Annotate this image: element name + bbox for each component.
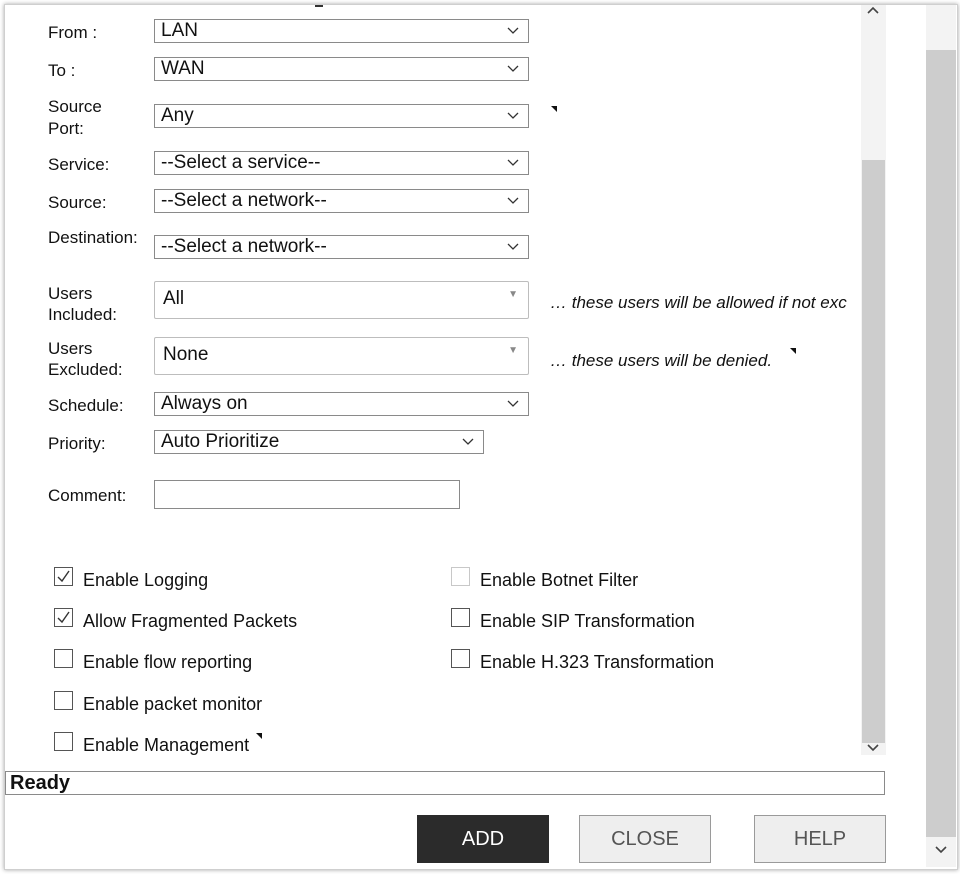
form-scrollbar-thumb[interactable] xyxy=(862,160,885,743)
enable-sip-transformation-checkbox[interactable] xyxy=(451,608,470,627)
chevron-down-icon xyxy=(506,193,520,207)
source-value: --Select a network-- xyxy=(161,190,327,211)
scroll-down-arrow-icon[interactable] xyxy=(866,743,880,753)
users-included-label-line2: Included: xyxy=(48,305,117,324)
policy-dialog xyxy=(4,4,958,870)
users-excluded-select[interactable] xyxy=(154,337,529,375)
tooltip-indicator-icon[interactable] xyxy=(790,348,796,354)
enable-packet-monitor-label: Enable packet monitor xyxy=(83,694,263,714)
destination-select[interactable] xyxy=(154,235,529,259)
comment-input[interactable] xyxy=(154,480,460,509)
allow-fragmented-packets-checkbox[interactable] xyxy=(54,608,73,627)
scroll-down-arrow-icon[interactable] xyxy=(934,845,948,855)
service-select[interactable] xyxy=(154,151,529,175)
scrolled-content-edge xyxy=(315,5,323,7)
tooltip-indicator-icon[interactable] xyxy=(551,106,557,112)
users-excluded-label-line1: Users xyxy=(48,339,93,358)
destination-value: --Select a network-- xyxy=(161,236,327,257)
enable-flow-reporting-label: Enable flow reporting xyxy=(83,652,253,672)
enable-h323-transformation-checkbox[interactable] xyxy=(451,649,470,668)
users-excluded-label-line2: Excluded: xyxy=(48,360,123,379)
users-included-value: All xyxy=(163,288,185,309)
enable-botnet-filter-checkbox xyxy=(451,567,470,586)
users-excluded-note: … these users will be denied. xyxy=(550,351,773,370)
tooltip-indicator-icon[interactable] xyxy=(256,733,262,739)
from-select[interactable] xyxy=(154,19,529,43)
source-select[interactable] xyxy=(154,189,529,213)
source-port-value: Any xyxy=(161,105,194,126)
enable-botnet-filter-label: Enable Botnet Filter xyxy=(480,570,639,590)
priority-select[interactable] xyxy=(154,430,484,454)
schedule-value: Always on xyxy=(161,393,248,414)
chevron-down-icon xyxy=(506,108,520,122)
chevron-down-icon xyxy=(506,396,520,410)
priority-value: Auto Prioritize xyxy=(161,431,280,452)
window-scrollbar[interactable] xyxy=(926,5,956,867)
enable-logging-label: Enable Logging xyxy=(83,570,209,590)
status-bar: Ready xyxy=(5,771,885,795)
comment-label: Comment: xyxy=(48,486,127,505)
enable-management-label: Enable Management xyxy=(83,735,250,755)
to-select[interactable] xyxy=(154,57,529,81)
to-label: To : xyxy=(48,61,76,80)
schedule-select[interactable] xyxy=(154,392,529,416)
chevron-down-icon xyxy=(506,239,520,253)
destination-label: Destination: xyxy=(48,228,138,247)
scroll-up-arrow-icon[interactable] xyxy=(866,5,880,15)
enable-packet-monitor-checkbox[interactable] xyxy=(54,691,73,710)
allow-fragmented-packets-label: Allow Fragmented Packets xyxy=(83,611,298,631)
enable-logging-checkbox[interactable] xyxy=(54,567,73,586)
enable-sip-transformation-label: Enable SIP Transformation xyxy=(480,611,695,631)
close-button[interactable]: CLOSE xyxy=(579,815,711,863)
enable-management-checkbox[interactable] xyxy=(54,732,73,751)
chevron-down-icon xyxy=(506,23,520,37)
form-scrollbar[interactable] xyxy=(861,5,886,755)
source-port-label-line2: Port: xyxy=(48,119,84,138)
from-value: LAN xyxy=(161,20,198,41)
from-label: From : xyxy=(48,23,98,42)
users-excluded-value: None xyxy=(163,344,209,365)
checkmark-icon xyxy=(56,569,71,584)
triangle-down-icon: ▼ xyxy=(508,289,518,300)
enable-h323-transformation-label: Enable H.323 Transformation xyxy=(480,652,715,672)
chevron-down-icon xyxy=(461,434,475,448)
service-label: Service: xyxy=(48,155,110,174)
source-port-label-line1: Source xyxy=(48,97,102,116)
add-button[interactable]: ADD xyxy=(417,815,549,863)
source-label: Source: xyxy=(48,193,107,212)
triangle-down-icon: ▼ xyxy=(508,345,518,356)
priority-label: Priority: xyxy=(48,434,106,453)
window-scrollbar-thumb[interactable] xyxy=(926,50,956,837)
chevron-down-icon xyxy=(506,155,520,169)
schedule-label: Schedule: xyxy=(48,396,124,415)
help-button[interactable]: HELP xyxy=(754,815,886,863)
checkmark-icon xyxy=(56,610,71,625)
users-included-label-line1: Users xyxy=(48,284,93,303)
enable-flow-reporting-checkbox[interactable] xyxy=(54,649,73,668)
chevron-down-icon xyxy=(506,61,520,75)
users-included-select[interactable] xyxy=(154,281,529,319)
service-value: --Select a service-- xyxy=(161,152,321,173)
users-included-note: … these users will be allowed if not exc xyxy=(550,293,847,312)
source-port-select[interactable] xyxy=(154,104,529,128)
to-value: WAN xyxy=(161,58,205,79)
